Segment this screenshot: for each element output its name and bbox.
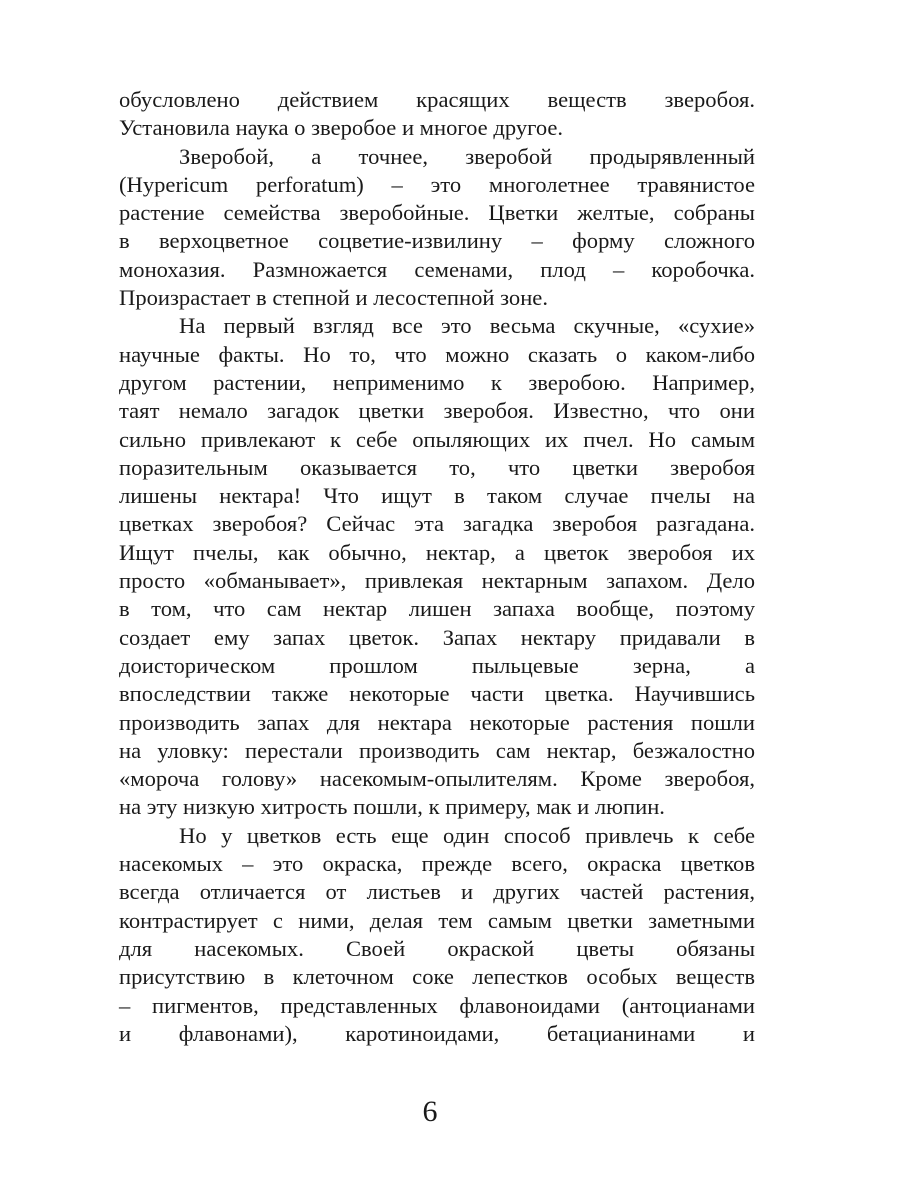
paragraph: [119, 312, 755, 821]
text-line: доисторическом прошлом пыльцевые зерна, а: [119, 652, 755, 678]
text-line: Установила наука о зверобое и многое другое.: [119, 115, 564, 141]
text-line: в том, что сам нектар лишен запаха вообще, поэтому: [119, 596, 755, 622]
paragraph: [119, 822, 755, 1048]
text-line: впоследствии также некоторые части цветка. Научившись: [119, 681, 755, 707]
text-line: Произрастает в степной и лесостепной зоне.: [119, 285, 548, 311]
text-line: Ищут пчелы, как обычно, нектар, а цветок зверобоя их: [119, 539, 755, 565]
text-line: сильно привлекают к себе опыляющих их пчел. Но самым: [119, 426, 755, 452]
text-line: таят немало загадок цветки зверобоя. Известно, что они: [119, 398, 755, 424]
text-line: научные факты. Но то, что можно сказать о каком-либо: [119, 341, 755, 367]
paragraph: [119, 143, 755, 313]
text-line: для насекомых. Своей окраской цветы обязаны: [119, 935, 755, 961]
text-line: производить запах для нектара некоторые растения пошли: [119, 709, 755, 735]
text-line: всегда отличается от листьев и других частей растения,: [119, 879, 755, 905]
text-line: Но у цветков есть еще один способ привлечь к себе: [179, 822, 755, 848]
text-line: насекомых – это окраска, прежде всего, окраска цветков: [119, 851, 755, 877]
text-line: «морочa голову» насекомым-опылителям. Кроме зверобоя,: [119, 766, 755, 792]
text-line: (Hypericum perforatum) – это многолетнее травянистое: [119, 171, 755, 197]
text-line: Зверобой, а точнее, зверобой продырявленный: [179, 143, 755, 169]
text-line: на эту низкую хитрость пошли, к примеру, мак и люпин.: [119, 794, 665, 820]
text-line: на уловку: перестали производить сам нектар, безжалостно: [119, 737, 755, 763]
text-line: контрастирует с ними, делая тем самым цветки заметными: [119, 907, 755, 933]
text-line: и флавонами), каротиноидами, бетацианинами и: [119, 1020, 755, 1046]
text-line: растение семейства зверобойные. Цветки желтые, собраны: [119, 200, 755, 226]
text-line: создает ему запах цветок. Запах нектару придавали в: [119, 624, 755, 650]
text-line: монохазия. Размножается семенами, плод – коробочка.: [119, 256, 755, 282]
text-line: присутствию в клеточном соке лепестков особых веществ: [119, 964, 755, 990]
text-line: поразительным оказывается то, что цветки зверобоя: [119, 454, 755, 480]
text-line: в верхоцветное соцветие-извилину – форму сложного: [119, 228, 755, 254]
body-text: [119, 86, 755, 1048]
text-line: На первый взгляд все это весьма скучные, «сухие»: [179, 313, 755, 339]
text-line: другом растении, неприменимо к зверобою. Например,: [119, 369, 755, 395]
page-number: 6: [422, 1095, 438, 1128]
text-line: цветках зверобоя? Сейчас эта загадка зверобоя разгадана.: [119, 511, 755, 537]
text-line: лишены нектара! Что ищут в таком случае пчелы на: [119, 483, 755, 509]
text-line: обусловлено действием красящих веществ зверобоя.: [119, 87, 755, 112]
text-line: просто «обманывает», привлекая нектарным запахом. Дело: [119, 568, 755, 594]
paragraph: [119, 86, 755, 143]
text-line: – пигментов, представленных флавоноидами (антоцианами: [119, 992, 755, 1018]
